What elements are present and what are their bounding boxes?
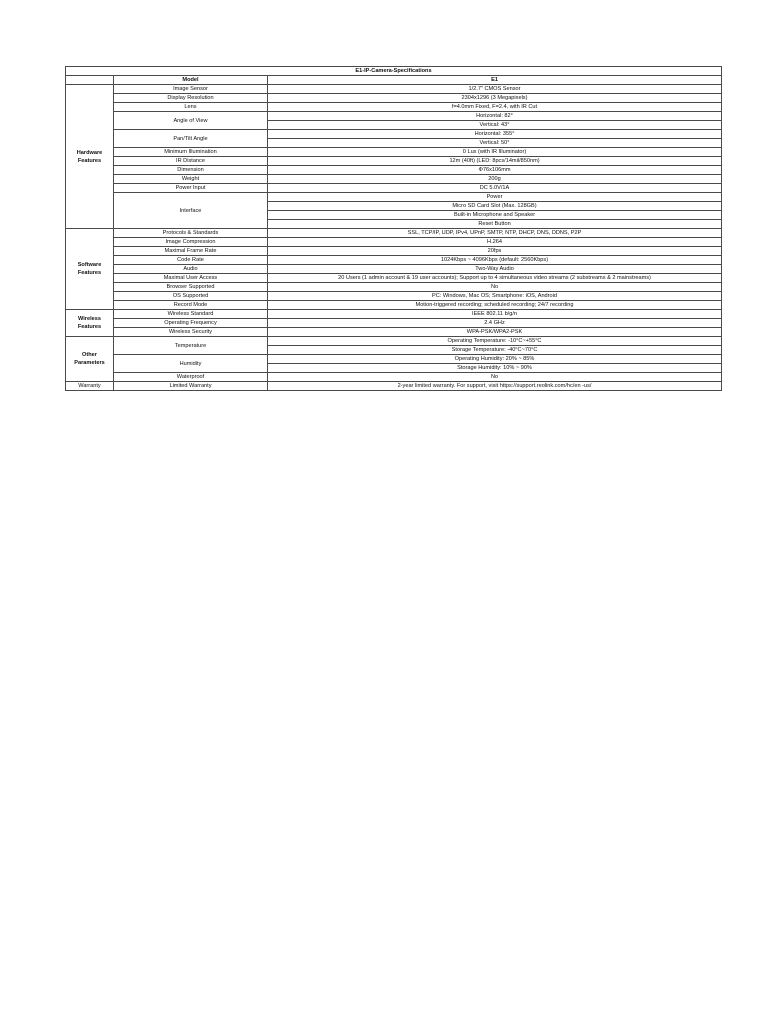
param-name-cell: Audio xyxy=(114,265,268,274)
table-row xyxy=(66,373,722,382)
param-value-cell: Reset Button xyxy=(268,220,722,229)
param-name-cell: Browser Supported xyxy=(114,283,268,292)
param-name-cell: Maximal User Access xyxy=(114,274,268,283)
param-name-cell: OS Supported xyxy=(114,292,268,301)
param-name-cell: Code Rate xyxy=(114,256,268,265)
table-row xyxy=(66,310,722,319)
param-value-cell: 2304x1296 (3 Megapixels) xyxy=(268,94,722,103)
spec-table-body xyxy=(66,67,722,391)
param-name-cell: Image Sensor xyxy=(114,85,268,94)
table-row xyxy=(66,157,722,166)
title-row xyxy=(66,67,722,76)
param-value-cell: DC 5.0V/1A xyxy=(268,184,722,193)
param-name-cell: Angle of View xyxy=(114,112,268,130)
header-blank-cell xyxy=(66,76,114,85)
table-row xyxy=(66,238,722,247)
table-row xyxy=(66,103,722,112)
table-row xyxy=(66,301,722,310)
table-title: E1-IP-Camera-Specifications xyxy=(66,67,722,76)
param-value-cell: 200g xyxy=(268,175,722,184)
param-value-cell: IEEE 802.11 b/g/n xyxy=(268,310,722,319)
param-value-cell: No xyxy=(268,283,722,292)
table-row xyxy=(66,148,722,157)
group-label-cell: Warranty xyxy=(66,382,114,391)
param-name-cell: Maximal Frame Rate xyxy=(114,247,268,256)
table-row xyxy=(66,175,722,184)
param-name-cell: Temperature xyxy=(114,337,268,355)
param-value-cell: Vertical: 50° xyxy=(268,139,722,148)
param-value-cell: Horizontal: 82° xyxy=(268,112,722,121)
table-row xyxy=(66,166,722,175)
param-name-cell: Wireless Standard xyxy=(114,310,268,319)
param-value-cell: WPA-PSK/WPA2-PSK xyxy=(268,328,722,337)
table-row xyxy=(66,355,722,364)
table-row xyxy=(66,193,722,202)
group-label-cell: Hardware Features xyxy=(66,85,114,229)
table-row xyxy=(66,130,722,139)
param-name-cell: Lens xyxy=(114,103,268,112)
table-row xyxy=(66,328,722,337)
table-row xyxy=(66,247,722,256)
table-row xyxy=(66,283,722,292)
header-row xyxy=(66,76,722,85)
group-label-cell: Wireless Features xyxy=(66,310,114,337)
param-value-cell: 20fps xyxy=(268,247,722,256)
param-name-cell: Protocols & Standards xyxy=(114,229,268,238)
param-name-cell: Interface xyxy=(114,193,268,229)
param-name-cell: Minimum Illumination xyxy=(114,148,268,157)
param-value-cell: 12m (40ft) (LED: 8pcs/14mil/850nm) xyxy=(268,157,722,166)
param-value-cell: Operating Humidity: 20% ~ 85% xyxy=(268,355,722,364)
spec-table xyxy=(65,66,722,391)
param-value-cell: 2.4 GHz xyxy=(268,319,722,328)
table-row xyxy=(66,292,722,301)
group-label-cell: Other Parameters xyxy=(66,337,114,382)
param-value-cell: Storage Humidity: 10% ~ 90% xyxy=(268,364,722,373)
param-name-cell: Dimension xyxy=(114,166,268,175)
param-value-cell: Motion-triggered recording; scheduled recording; 24/7 recording xyxy=(268,301,722,310)
param-name-cell: Display Resolution xyxy=(114,94,268,103)
table-row xyxy=(66,229,722,238)
table-row xyxy=(66,265,722,274)
param-value-cell: Storage Temperature: -40°C~70°C xyxy=(268,346,722,355)
table-row xyxy=(66,274,722,283)
param-value-cell: Vertical: 43° xyxy=(268,121,722,130)
param-name-cell: Humidity xyxy=(114,355,268,373)
table-row xyxy=(66,382,722,391)
param-value-cell: Horizontal: 355° xyxy=(268,130,722,139)
param-value-cell: Two-Way Audio xyxy=(268,265,722,274)
param-name-cell: IR Distance xyxy=(114,157,268,166)
param-value-cell: Micro SD Card Slot (Max. 128GB) xyxy=(268,202,722,211)
param-value-cell: 1024Kbps ~ 4096Kbps (default: 2560Kbps) xyxy=(268,256,722,265)
param-value-cell: 20 Users (1 admin account & 19 user accounts); Support up to 4 simultaneous video streams (2 substreams & 2 mainstreams) xyxy=(268,274,722,283)
param-name-cell: Waterproof xyxy=(114,373,268,382)
table-row xyxy=(66,184,722,193)
param-value-cell: f=4.0mm Fixed, F=2.4, with IR Cut xyxy=(268,103,722,112)
param-value-cell: H.264 xyxy=(268,238,722,247)
param-name-cell: Wireless Security xyxy=(114,328,268,337)
param-value-cell: 2-year limited warranty. For support, visit https://support.reolink.com/hc/en -us/ xyxy=(268,382,722,391)
group-label-cell: Software Features xyxy=(66,229,114,310)
param-name-cell: Record Mode xyxy=(114,301,268,310)
header-param-cell: Model xyxy=(114,76,268,85)
table-row xyxy=(66,112,722,121)
param-value-cell: Operating Temperature: -10°C~+55°C xyxy=(268,337,722,346)
header-value-cell: E1 xyxy=(268,76,722,85)
param-value-cell: Power xyxy=(268,193,722,202)
param-value-cell: 0 Lux (with IR Illuminator) xyxy=(268,148,722,157)
param-value-cell: PC: Windows, Mac OS; Smartphone: iOS, Android xyxy=(268,292,722,301)
param-value-cell: Built-in Microphone and Speaker xyxy=(268,211,722,220)
table-row xyxy=(66,337,722,346)
table-row xyxy=(66,94,722,103)
param-value-cell: 1/2.7" CMOS Sensor xyxy=(268,85,722,94)
param-name-cell: Image Compression xyxy=(114,238,268,247)
table-row xyxy=(66,256,722,265)
table-row xyxy=(66,319,722,328)
param-name-cell: Pan/Tilt Angle xyxy=(114,130,268,148)
param-name-cell: Power Input xyxy=(114,184,268,193)
param-value-cell: Φ76x106mm xyxy=(268,166,722,175)
param-name-cell: Weight xyxy=(114,175,268,184)
param-name-cell: Limited Warranty xyxy=(114,382,268,391)
param-name-cell: Operating Frequency xyxy=(114,319,268,328)
param-value-cell: SSL, TCP/IP, UDP, IPv4, UPnP, SMTP, NTP, DHCP, DNS, DDNS, P2P xyxy=(268,229,722,238)
table-row xyxy=(66,85,722,94)
param-value-cell: No xyxy=(268,373,722,382)
